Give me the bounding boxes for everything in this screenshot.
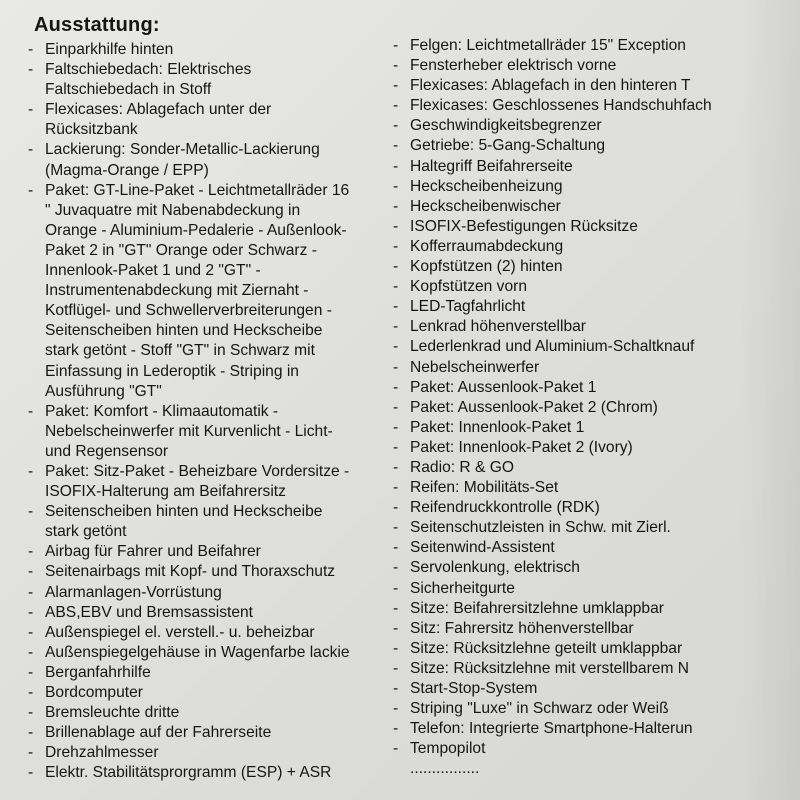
bullet-dash: - [393,157,399,175]
equipment-item [28,542,400,562]
equipment-item [393,438,793,458]
equipment-item-text: Faltschiebedach: Elektrisches Faltschiebedach in Stoff [45,61,252,99]
equipment-item-text: Striping "Luxe" in Schwarz oder Weiß [410,700,669,718]
bullet-dash: - [393,639,399,657]
bullet-dash: - [28,684,34,701]
bullet-dash: - [28,462,34,480]
bullet-dash: - [28,101,34,119]
bullet-dash: - [393,137,399,155]
equipment-item-text: Kopfstützen (2) hinten [410,258,563,276]
equipment-item [393,639,793,659]
bullet-dash: - [28,764,34,782]
equipment-item-text: Start-Stop-System [410,680,538,697]
equipment-item [28,60,400,100]
equipment-item [28,623,400,643]
equipment-item-text: Geschwindigkeitsbegrenzer [410,117,602,135]
equipment-item-text: Sitze: Rücksitzlehne geteilt umklappbar [410,639,683,657]
equipment-item-text: Seitenschutzleisten in Schw. mit Zierl. [410,519,671,537]
equipment-item [393,358,793,378]
equipment-item [28,723,400,743]
bullet-dash: - [393,338,399,356]
equipment-item-text: Lackierung: Sonder-Metallic-Lackierung (Magma-Orange / EPP) [45,141,320,179]
equipment-item [393,96,793,116]
bullet-dash: - [393,197,399,215]
equipment-item-text: Außenspiegel el. verstell.- u. beheizbar [45,623,315,641]
bullet-dash: - [28,643,34,661]
bullet-dash: - [393,559,399,577]
equipment-item-text: Paket: Sitz-Paket - Beheizbare Vordersitze - ISOFIX-Halterung am Beifahrersitz [45,462,350,501]
equipment-item [393,659,793,679]
equipment-item [393,719,793,739]
equipment-item [393,378,793,398]
equipment-item-text: Brillenablage auf der Fahrerseite [45,724,272,742]
equipment-item-text: Kopfstützen vorn [410,278,528,296]
equipment-item [393,177,793,197]
equipment-item-text: Fensterheber elektrisch vorne [410,57,617,75]
equipment-item-text: Sitz: Fahrersitz höhenverstellbar [410,619,634,637]
equipment-item [393,136,793,156]
equipment-item [28,140,400,180]
right-equipment-list [393,36,793,779]
equipment-item [393,257,793,277]
equipment-item [28,743,400,763]
equipment-item [393,337,793,357]
equipment-item [28,100,400,140]
equipment-item-text: Flexicases: Geschlossenes Handschuhfach [410,97,712,115]
bullet-dash: - [393,57,399,75]
bullet-dash: - [393,378,399,396]
equipment-item-text: Reifendruckkontrolle (RDK) [410,499,600,517]
equipment-item-text: Heckscheibenheizung [410,177,563,195]
equipment-item-text: Lederlenkrad und Aluminium-Schaltknauf [410,338,695,356]
equipment-item [393,759,793,779]
bullet-dash: - [393,217,399,235]
equipment-item-text: ISOFIX-Befestigungen Rücksitze [410,217,638,235]
bullet-dash: - [393,398,399,416]
equipment-item-text: Berganfahrhilfe [45,663,151,681]
bullet-dash: - [28,543,34,561]
bullet-dash: - [28,744,34,762]
equipment-item [393,518,793,538]
equipment-item [393,116,793,136]
equipment-item-text: Elektr. Stabilitätsprorgramm (ESP) + ASR [45,764,332,782]
equipment-item [393,699,793,719]
equipment-item [393,498,793,518]
bullet-dash: - [28,563,34,581]
bullet-dash: - [393,37,399,54]
equipment-item [393,157,793,177]
equipment-item-text: LED-Tagfahrlicht [410,298,526,316]
bullet-dash: - [393,177,399,195]
bullet-dash: - [393,680,399,697]
equipment-item [28,603,400,623]
bullet-dash: - [28,402,34,420]
equipment-item-text: Getriebe: 5-Gang-Schaltung [410,137,606,155]
bullet-dash: - [28,623,34,641]
bullet-dash: - [28,663,34,681]
equipment-item [393,739,793,759]
equipment-item-text: Bremsleuchte dritte [45,704,180,722]
bullet-dash: - [393,720,399,738]
equipment-item-text: Paket: Aussenlook-Paket 2 (Chrom) [410,398,658,416]
equipment-item [393,599,793,619]
equipment-item [28,181,400,402]
bullet-dash: - [393,358,399,376]
bullet-dash: - [393,237,399,255]
equipment-item [393,297,793,317]
equipment-item-text: Felgen: Leichtmetallräder 15" Exception [410,37,686,54]
bullet-dash: - [393,438,399,456]
equipment-item [28,462,400,502]
equipment-item [393,478,793,498]
bullet-dash: - [393,579,399,597]
bullet-dash: - [393,318,399,336]
equipment-item [393,277,793,297]
bullet-dash: - [28,503,34,521]
equipment-item [28,583,400,603]
equipment-item-text: Paket: Aussenlook-Paket 1 [410,378,597,396]
equipment-item [393,217,793,237]
equipment-item-text: Radio: R & GO [410,458,514,476]
equipment-item [393,398,793,418]
bullet-dash: - [393,97,399,115]
bullet-dash: - [28,603,34,621]
bullet-dash: - [28,141,34,159]
bullet-dash: - [393,117,399,135]
equipment-item [393,36,793,56]
equipment-item [28,40,400,60]
equipment-item [393,76,793,96]
bullet-dash: - [393,519,399,537]
bullet-dash: - [28,704,34,722]
bullet-dash: - [28,724,34,742]
equipment-item [393,558,793,578]
equipment-item [28,562,400,582]
bullet-dash: - [28,583,34,601]
bullet-dash: - [28,181,34,199]
equipment-item [28,703,400,723]
equipment-item-text: Airbag für Fahrer und Beifahrer [45,543,261,561]
equipment-item [393,679,793,699]
equipment-item-text: Sitze: Rücksitzlehne mit verstellbarem N [410,659,690,677]
equipment-item-text: Haltegriff Beifahrerseite [410,157,573,175]
left-equipment-list [28,40,400,783]
equipment-item [28,402,400,462]
equipment-item-text: Seitenscheiben hinten und Heckscheibe stark getönt [45,503,323,541]
equipment-item-text: Tempopilot [410,740,486,758]
equipment-item [28,763,400,783]
equipment-item-text: ABS,EBV und Bremsassistent [45,603,254,621]
equipment-item-text: Kofferraumabdeckung [410,237,564,255]
equipment-item [393,458,793,478]
bullet-dash: - [393,499,399,517]
bullet-dash: - [393,258,399,276]
equipment-item [393,237,793,257]
equipment-item [28,502,400,542]
equipment-item-text: Nebelscheinwerfer [410,358,540,376]
bullet-dash: - [393,659,399,677]
equipment-item [393,538,793,558]
sheet-title: Ausstattung: [34,14,160,36]
equipment-item-text: Paket: Innenlook-Paket 1 [410,418,585,436]
equipment-item [393,619,793,639]
bullet-dash: - [393,619,399,637]
equipment-item-text: Reifen: Mobilitäts-Set [410,479,559,497]
bullet-dash: - [393,700,399,718]
equipment-item [28,683,400,703]
bullet-dash: - [393,479,399,497]
bullet-dash: - [393,418,399,436]
bullet-dash: - [393,599,399,617]
equipment-item-text: Paket: Innenlook-Paket 2 (Ivory) [410,438,633,456]
equipment-item-text: Einparkhilfe hinten [45,41,174,58]
equipment-item-text: Außenspiegelgehäuse in Wagenfarbe lackie [45,643,350,661]
equipment-item-text: ................ [410,760,480,778]
equipment-item-text: Paket: GT-Line-Paket - Leichtmetallräder 16 " Juvaquatre mit Nabenabdeckung in Orange - Aluminium-Pedalerie - Außenlook- Paket 2 in "GT" Orange oder Schwarz - Innenlook-Paket 1 und 2 "GT" - Instrumentenabdeckung mit Ziernaht - Kotflügel- und Schwellerverbreiterungen - Seitenscheiben hinten und Heckscheibe stark getönt - Stoff "GT" in Schwarz mit Einfassung in Lederoptik - Striping in Ausführung "GT" [45,181,350,400]
equipment-item-text: Drehzahlmesser [45,744,159,762]
bullet-dash: - [393,539,399,557]
equipment-item-text: Flexicases: Ablagefach in den hinteren T [410,77,691,95]
equipment-item-text: Sitze: Beifahrersitzlehne umklappbar [410,599,664,617]
equipment-item [393,418,793,438]
equipment-item [393,197,793,217]
equipment-item [393,579,793,599]
bullet-dash [393,759,410,779]
bullet-dash: - [393,458,399,476]
equipment-item [393,317,793,337]
equipment-item-text: Alarmanlagen-Vorrüstung [45,583,222,601]
bullet-dash: - [393,298,399,316]
equipment-item [28,643,400,663]
equipment-item [28,663,400,683]
bullet-dash: - [393,278,399,296]
equipment-item-text: Bordcomputer [45,684,143,701]
equipment-item-text: Heckscheibenwischer [410,197,561,215]
equipment-item-text: Servolenkung, elektrisch [410,559,580,577]
equipment-item-text: Sicherheitgurte [410,579,515,597]
equipment-item-text: Seitenairbags mit Kopf- und Thoraxschutz [45,563,336,581]
bullet-dash: - [28,41,34,58]
equipment-item-text: Paket: Komfort - Klimaautomatik - Nebelscheinwerfer mit Kurvenlicht - Licht- und Regensensor [45,402,333,460]
bullet-dash: - [393,740,399,758]
equipment-item-text: Telefon: Integrierte Smartphone-Halterun [410,720,693,738]
bullet-dash: - [28,61,34,79]
equipment-item-text: Seitenwind-Assistent [410,539,555,557]
bullet-dash: - [393,77,399,95]
equipment-item-text: Lenkrad höhenverstellbar [410,318,586,336]
equipment-item-text: Flexicases: Ablagefach unter der Rücksitzbank [45,101,272,139]
equipment-item [393,56,793,76]
